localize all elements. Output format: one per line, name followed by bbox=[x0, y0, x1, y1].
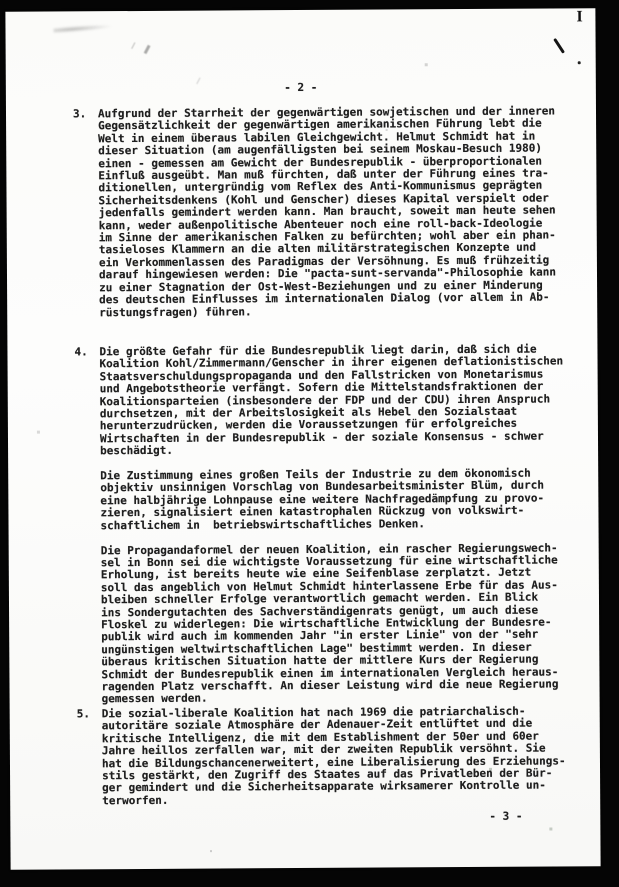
paragraph-number: 5. bbox=[76, 707, 90, 721]
document-page bbox=[5, 8, 600, 870]
handwritten-numeral-mark: I bbox=[576, 8, 583, 26]
paragraph-text: Die sozial-liberale Koalition hat nach 1969 die patriarchalisch- autoritäre soziale Atmosphäre der Adenauer-Zeit entlüftet und die kritische Intelligenz, die mit dem Establishment der 50er und 60er Jahre heillos zerfallen war, mit der zweiten Republik versöhnt. Sie hat die Bildungschancenerweitert, eine Liberalisierung des Erziehungs- stils gestärkt, den Zugriff des Staates auf das Privatleben der Bür- ger gemindert und die Sicherheitsapparate wirksamerer Kontrolle un- terworfen. bbox=[101, 704, 566, 808]
pencil-smudge-mark bbox=[53, 23, 113, 34]
paragraph-text: Aufgrund der Starrheit der gegenwärtigen sowjetischen und der inneren Gegensätzlichkeit der gegenwärtigen amerikanischen Führung lebt die Welt in einem überaus labilen Gleichgewicht. Helmut Schmidt hat in dieser Situation (am augenfälligsten bei seinem Moskau-Besuch 1980) einen - gemessen am Gewicht der Bundesrepublik - überproportionalen Einfluß ausgeübt. Man muß fürchten, daß unter der Führung eines tra- ditionellen, untergründig vom Reflex des Anti-Kommunismus geprägten Sicherheitsdenkens (Kohl und Genscher) dieses Kapital verspielt oder jedenfalls gemindert werden kann. Man braucht, soweit man heute sehen kann, weder außenpolitische Abenteuer noch eine roll-back-Ideologie im Sinne der amerikanischen Falken zu befürchten; wohl aber ein phan- tasieloses Klammern an die alten militärstrategischen Konzepte und ein Verkommenlassen des Paradigmas der Versöhnung. Es muß frühzeitig darauf hingewiesen werden: Die "pacta-sunt-servanda"-Philosophie kann zu einer Stagnation der Ost-West-Beziehungen und zu einer Minderung des deutschen Einflusses im internationalen Dialog (vor allem in Ab- rüstungsfragen) führen. bbox=[97, 104, 556, 319]
paragraph-5 bbox=[77, 705, 566, 807]
paragraph-number: 4. bbox=[74, 345, 88, 359]
paragraph-4 bbox=[74, 343, 565, 706]
page-number-top: - 2 - bbox=[284, 80, 318, 95]
ink-dot-mark bbox=[578, 61, 581, 64]
paragraph-number: 3. bbox=[72, 107, 87, 121]
page-number-bottom: - 3 - bbox=[489, 809, 523, 823]
paragraph-text: Die größte Gefahr für die Bundesrepublik liegt darin, daß sich die Koalition Kohl/Zimmermann/Genscher in ihrer eigenen deflationistischen Staatsverschuldungspropaganda und den Fallstricken von Monetarismus und Angebotstheorie verfängt. Sofern die Mittelstandsfraktionen der Koalitionsparteien (insbesondere der FDP und der CDU) ihren Anspruch durchsetzen, mit der Arbeitslosigkeit als Hebel den Sozialstaat herunterzudrücken, werden die Voraussetzungen für erfolgreiches Wirtschaften in der Bundesrepublik - der soziale Konsensus - schwer beschädigt. Die Zustimmung eines großen Teils der Industrie zu dem ökonomisch objektiv unsinnigen Vorschlag von Bundesarbeitsminister Blüm, durch eine halbjährige Lohnpause eine weitere Nachfragedämpfung zu provo- zieren, signalisiert einen katastrophalen Rückzug von volkswirt- schaftlichem in betriebswirtschaftliches Denken. Die Propagandaformel der neuen Koalition, ein rascher Regierungswech- sel in Bonn sei die wichtigste Voraussetzung für eine wirtschaftliche Erholung, ist bereits heute wie eine Seifenblase zerplatzt. Jetzt soll das angeblich von Helmut Schmidt hinterlassene Erbe für das Aus- bleiben schneller Erfolge verantwortlich gemacht werden. Ein Blick ins Sondergutachten des Sachverständigenrats genügt, um auch diese Floskel zu widerlegen: Die wirtschaftliche Entwicklung der Bundesre- publik wird auch im kommenden Jahr "in erster Linie" von der "sehr ungünstigen weltwirtschaftlichen Lage" bestimmt werden. In dieser überaus kritischen Situation hatte der mittlere Kurs der Regierung Schmidt der Bundesrepublik einen im internationalen Vergleich heraus- ragenden Platz verschafft. An dieser Leistung wird die neue Regierung gemessen werden. bbox=[99, 342, 564, 706]
pencil-tick-marks bbox=[144, 45, 151, 54]
pen-stroke-mark bbox=[553, 38, 565, 54]
scan-noise-specks bbox=[5, 12, 6, 13]
paragraph-3 bbox=[73, 105, 556, 319]
